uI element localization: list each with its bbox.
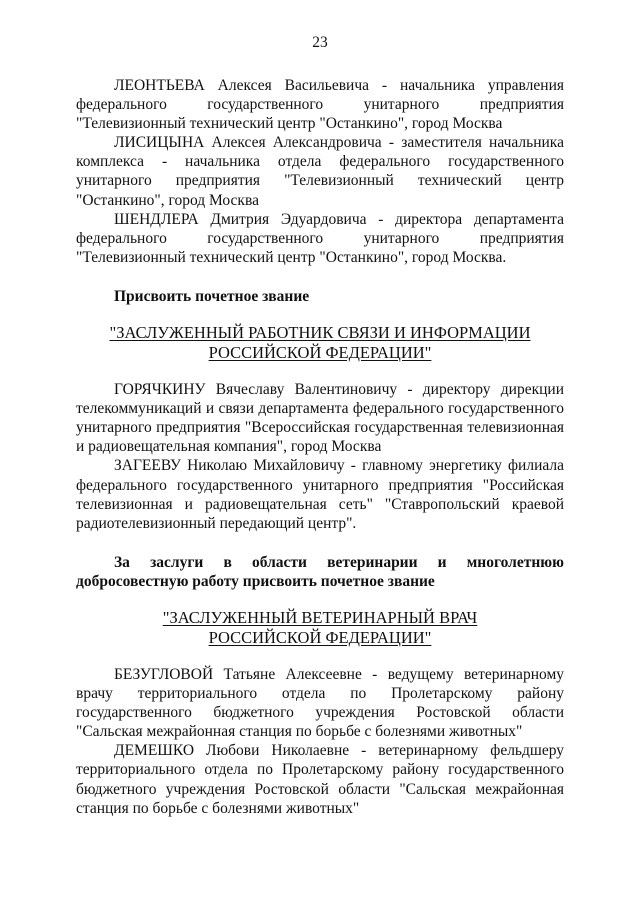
entry-demeshko: ДЕМЕШКО Любови Николаевне - ветеринарному фельдшеру территориального отдела по Пролетарскому району государственного бюджетного учреждения Ростовской области "Сальская межрайонная станция по борьбе с болезнями животных" [76, 742, 564, 817]
award-title-line-2: РОССИЙСКОЙ ФЕДЕРАЦИИ" [208, 343, 432, 363]
award-title-line-1: "ЗАСЛУЖЕННЫЙ ВЕТЕРИНАРНЫЙ ВРАЧ [162, 607, 478, 627]
entry-zageev: ЗАГЕЕВУ Николаю Михайловичу - главному энергетику филиала федерального государственного унитарного предприятия "Российская телевизионная и радиовещательная сеть" "Ставропольский краевой радиотелевизионный передающий центр". [76, 457, 564, 532]
page-number: 23 [312, 34, 328, 51]
entry-bezuglova: БЕЗУГЛОВОЙ Татьяне Алексеевне - ведущему ветеринарному врачу территориального отдела по Пролетарскому району государственного бюджетного учреждения Ростовской области "Сальская межрайонная станция по борьбе с болезнями животных" [76, 665, 564, 741]
entry-shendler: ШЕНДЛЕРА Дмитрия Эдуардовича - директора департамента федерального государственного унитарного предприятия "Телевизионный технический центр "Останкино", город Москва. [76, 210, 564, 266]
award-title-communications [76, 323, 564, 363]
award-heading-communications: Присвоить почетное звание [114, 287, 310, 305]
award-title-line-1: "ЗАСЛУЖЕННЫЙ РАБОТНИК СВЯЗИ И ИНФОРМАЦИИ [109, 323, 531, 343]
award-title-veterinary [76, 608, 564, 648]
entry-lisitsyn: ЛИСИЦЫНА Алексея Александровича - заместителя начальника комплекса - начальника отдела федерального государственного унитарного предприятия "Телевизионный технический центр "Останкино", город Москва [76, 134, 564, 209]
document-body [76, 76, 564, 818]
award-title-line-2: РОССИЙСКОЙ ФЕДЕРАЦИИ" [208, 627, 432, 647]
award-heading-veterinary: За заслуги в области ветеринарии и многолетнюю добросовестную работу присвоить почетное звание [76, 553, 564, 590]
entry-goryachkin: ГОРЯЧКИНУ Вячеславу Валентиновичу - директору дирекции телекоммуникаций и связи департамента федерального государственного унитарного предприятия "Всероссийская государственная телевизионная и радиовещательная компания", город Москва [76, 381, 564, 456]
entry-leontiev: ЛЕОНТЬЕВА Алексея Васильевича - начальника управления федерального государственного унитарного предприятия "Телевизионный технический центр "Останкино", город Москва [76, 77, 564, 133]
